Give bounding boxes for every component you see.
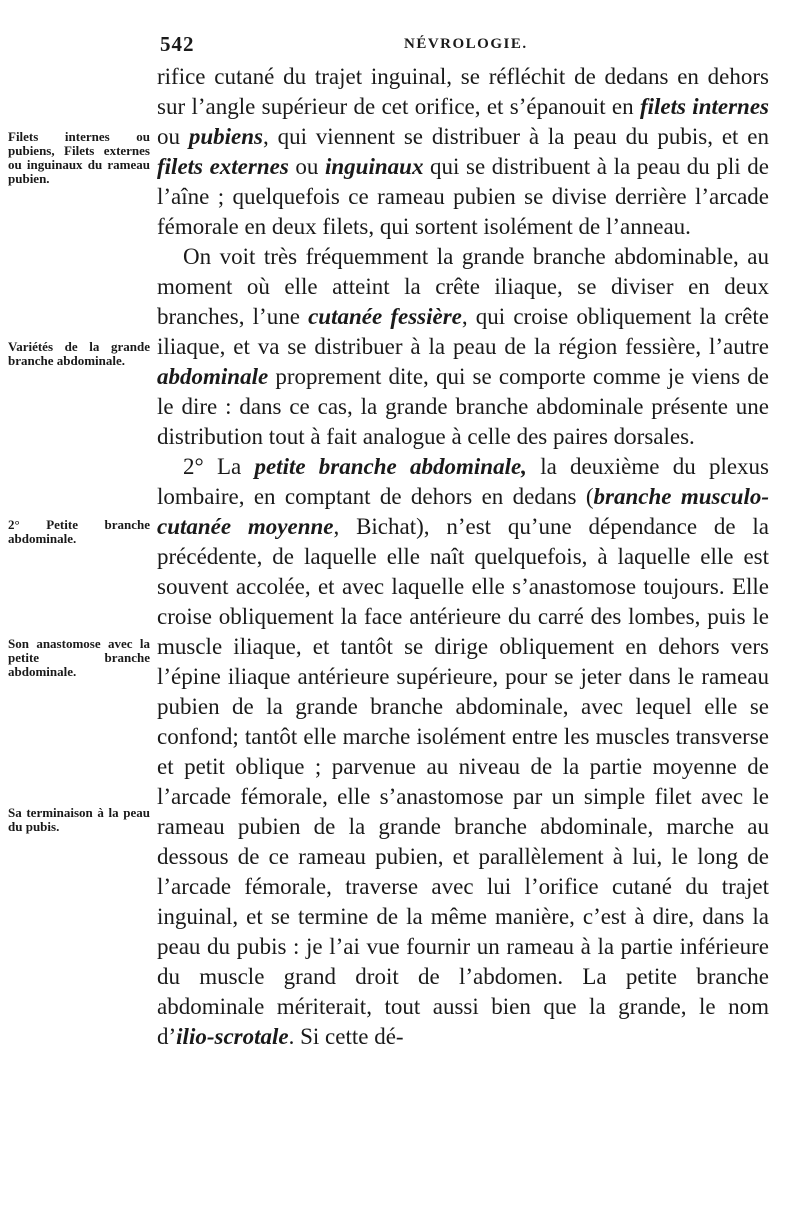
paragraph <box>157 452 769 1052</box>
italic-term: abdominale <box>157 364 269 389</box>
text-run: On voit très fréquemment la grande branche abdominable, au moment où elle atteint la crête iliaque, se diviser en deux branches, l’une <box>157 244 769 329</box>
paragraph <box>157 242 769 452</box>
margin-note-filets: Filets internes ou pubiens, Filets externes ou inguinaux du rameau pubien. <box>8 129 150 186</box>
italic-term: cutanée fessière <box>308 304 462 329</box>
italic-term: filets externes <box>157 154 289 179</box>
text-run: proprement dite, qui se comporte comme je viens de le dire : dans ce cas, la grande branche abdominale présente une distribution tout à fait analogue à celle des paires dorsales. <box>157 364 769 449</box>
running-head <box>0 32 800 58</box>
text-run: ou <box>157 124 189 149</box>
italic-term: inguinaux <box>325 154 424 179</box>
italic-term: branche musculo-cutanée moyenne <box>157 484 769 539</box>
paragraph <box>157 62 769 242</box>
text-run: , qui croise obliquement la crête iliaque, et va se distribuer à la peau de la région fessière, l’autre <box>157 304 769 359</box>
text-run: rifice cutané du trajet inguinal, se réfléchit de dedans en dehors sur l’angle supérieur de cet orifice, et s’épanouit en <box>157 64 769 119</box>
body-text <box>157 62 769 1052</box>
margin-note-anastomose: Son anastomose avec la petite branche abdominale. <box>8 636 150 679</box>
margin-note-varietes: Variétés de la grande branche abdominale. <box>8 339 150 368</box>
text-run: , qui viennent se distribuer à la peau du pubis, et en <box>262 124 769 149</box>
italic-term: filets internes <box>639 94 769 119</box>
italic-term: petite branche abdominale, <box>254 454 527 479</box>
margin-note-terminaison: Sa terminaison à la peau du pubis. <box>8 805 150 834</box>
page-number: 542 <box>160 32 195 56</box>
text-run: . Si cette dé- <box>288 1024 404 1049</box>
text-run: , Bichat), n’est qu’une dépendance de la précédente, de laquelle elle naît quelquefois, à laquelle elle est souvent accolée, et avec laquelle elle s’anastomose toujours. Elle croise obliquement la face antérieure du carré des lombes, puis le muscle iliaque, et tantôt se dirige obliquement en dehors vers l’épine iliaque antérieure supérieure, pour se jeter dans le rameau pubien de la grande branche abdominale, avec lequel elle se confond; tantôt elle marche isolément entre les muscles transverse et petit oblique ; parvenue au niveau de la partie moyenne de l’arcade fémorale, elle s’anastomose par un simple filet avec le rameau pubien de la grande branche abdominale, marche au dessous de ce rameau pubien, et parallèlement à lui, le long de l’arcade fémorale, traverse avec lui l’orifice cutané du trajet inguinal, et se termine de la même manière, c’est à dire, dans la peau du pubis : je l’ai vue fournir un rameau à la partie inférieure du muscle grand droit de l’abdomen. La petite branche abdominale mériterait, tout aussi bien que la grande, le nom d’ <box>157 514 770 1049</box>
text-run: la deuxième du plexus lombaire, en comptant de dehors en dedans ( <box>157 454 769 509</box>
margin-note-petite-branche: 2° Petite branche abdominale. <box>8 517 150 546</box>
italic-term: pubiens <box>188 124 263 149</box>
italic-term: ilio-scrotale <box>176 1024 289 1049</box>
text-run: qui se distribuent à la peau du pli de l’aîne ; quelquefois ce rameau pubien se divise derrière l’arcade fémorale en deux filets, qui sortent isolément de l’anneau. <box>157 154 769 239</box>
text-run: ou <box>288 154 325 179</box>
text-run: 2° La <box>183 454 255 479</box>
running-title: NÉVROLOGIE. <box>404 36 528 52</box>
